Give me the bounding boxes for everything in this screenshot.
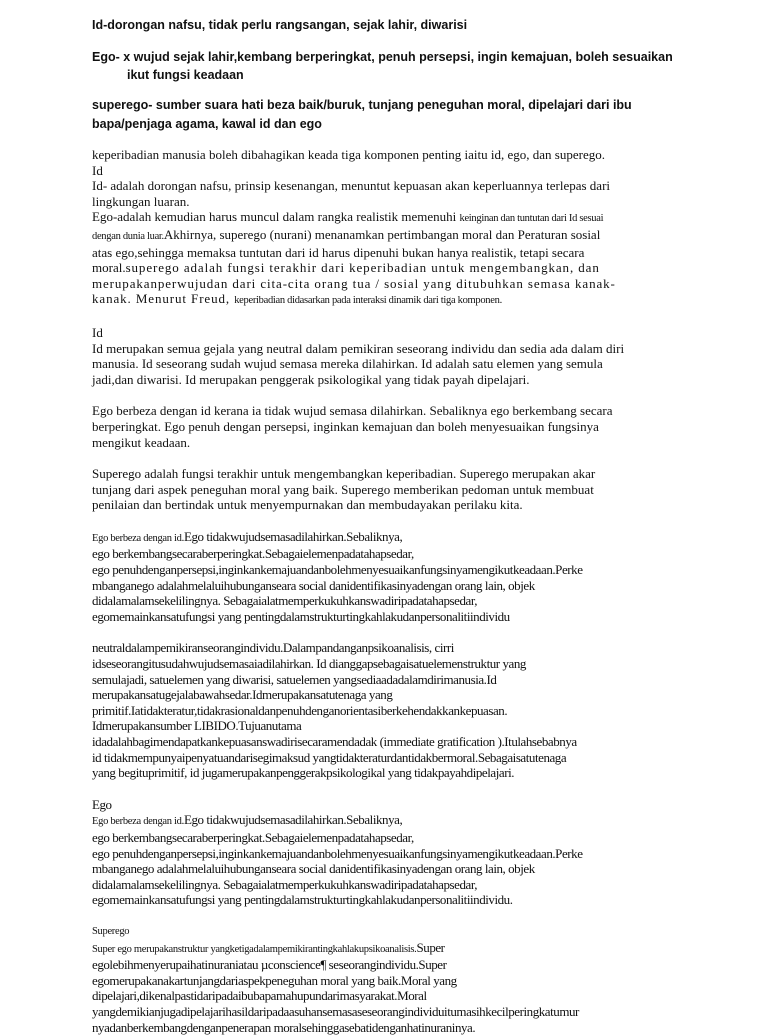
text-line: egomemainkansatufungsi yang pentingdalamstrukturtingkahlakudanpersonalitiindividu. [92,892,688,908]
text-run-small: keperibadian didasarkan pada interaksi dinamik dari tiga komponen. [234,295,502,306]
heading-ego-line-2: ikut fungsi keadaan [127,66,244,84]
text-line: ego berkembangsecaraberperingkat.Sebagaielemenpadatahapsedar, [92,546,688,562]
text-line [92,227,688,245]
text-line: didalamalamsekelilingnya. Sebagaialatmemperkukuhkanswadiripadatahapsedar, [92,877,688,893]
text-line: lingkungan luaran. [92,194,688,210]
heading-id: Id-dorongan nafsu, tidak perlu rangsangan, sejak lahir, diwarisi [92,16,467,34]
text-line: ego penuhdenganpersepsi,inginkankemajuandanbolehmenyesuaikanfungsinyamengikutkeadaan.Perke [92,562,688,578]
text-line: merupakanperwujudan dari cita-cita orang tua / sosial yang ditubuhkan semasa kanak- [92,276,688,292]
text-line: keperibadian manusia boleh dibahagikan keada tiga komponen penting iaitu id, ego, dan superego. [92,147,688,163]
text-run-small: Ego berbeza dengan id. [92,816,184,827]
text-line: Id [92,163,688,179]
text-line: berperingkat. Ego penuh dengan persepsi, inginkan kemajuan dan boleh menyesuaikan fungsinya [92,419,688,435]
block-ego-condensed [92,529,688,625]
section-ego [92,403,688,450]
text-line: Ego berbeza dengan id kerana ia tidak wujud semasa dilahirkan. Sebaliknya ego berkembang secara [92,403,688,419]
text-line: egomemainkansatufungsi yang pentingdalamstrukturtingkahlakudanpersonalitiindividu [92,609,688,625]
text-line [92,291,688,309]
text-line: Superego adalah fungsi terakhir untuk mengembangkan keperibadian. Superego merupakan akar [92,466,688,482]
text-line: penilaian dan bertindak untuk menyempurnakan dan membudayakan perilaku kita. [92,497,688,513]
block-ego-condensed-2 [92,797,688,908]
text-line: dipelajari,dikenalpastidaripadaibubapamahupundarimasyarakat.Moral [92,988,688,1004]
text-line: manusia. Id seseorang sudah wujud semasa mereka dilahirkan. Id adalah satu elemen yang semula [92,356,688,372]
section-title: Ego [92,797,688,813]
block-superego-condensed [92,924,688,1035]
text-line: yangdemikianjugadipelajarihasildaripadaasuhansemasaseseorangindividuitumasihkecilperingkatumur [92,1004,688,1020]
text-line: ego berkembangsecaraberperingkat.Sebagaielemenpadatahapsedar, [92,830,688,846]
block-id-condensed [92,640,688,780]
text-line: mbanganego adalahmelaluihubunganseara social danidentifikasinyadengan orang lain, objek [92,578,688,594]
text-line: ego penuhdenganpersepsi,inginkankemajuandanbolehmenyesuaikanfungsinyamengikutkeadaan.Perke [92,846,688,862]
text-run-spaced: kanak. Menurut Freud, [92,291,234,306]
text-line: jadi,dan diwarisi. Id merupakan penggerak psikologikal yang tidak payah dipelajari. [92,372,688,388]
text-line: nyadanberkembangdenganpenerapan moralsehinggasebatidenganhatinuraninya. [92,1020,688,1035]
text-line: primitif.Iatidakteratur,tidakrasionaldanpenuhdenganorientasiberkehendakkankepuasan. [92,703,688,719]
text-line: mbanganego adalahmelaluihubunganseara social danidentifikasinyadengan orang lain, objek [92,861,688,877]
heading-superego-line-1: superego- sumber suara hati beza baik/buruk, tunjang peneguhan moral, dipelajari dari ibu [92,96,632,114]
text-run-small: Super ego merupakanstruktur yangketigadalampemikirantingkahlakupsikoanalisis. [92,944,416,955]
text-line [92,529,688,547]
text-run-small: dengan dunia luar. [92,231,164,242]
text-line: idadalahbagimendapatkankepuasanswadirisecaramendadak (immediate gratification ).Itulahsebabnya [92,734,688,750]
text-line: Idmerupakansumber LIBIDO.Tujuanutama [92,718,688,734]
section-title: Superego [92,924,688,940]
intro-paragraph [92,147,688,309]
text-run: Ego tidakwujudsemasadilahirkan.Sebaliknya, [184,529,402,544]
text-line: id tidakmempunyaipenyatuandarisegimaksud yangtidakteraturdantidakbermoral.Sebagaisatutenaga [92,750,688,766]
text-line [92,940,688,958]
body-text [92,147,688,1035]
text-run: moral. [92,260,126,275]
section-superego [92,466,688,513]
text-line: neutraldalampemikiranseorangindividu.Dalampandanganpsikoanalisis, cirri [92,640,688,656]
text-line [92,812,688,830]
heading-ego-line-1: Ego- x wujud sejak lahir,kembang berperingkat, penuh persepsi, ingin kemajuan, boleh sesuaikan [92,48,673,66]
text-run-small: keinginan dan tuntutan dari Id sesuai [460,213,604,224]
text-line: egomerupakanakartunjangdariaspekpeneguhan moral yang baik.Moral yang [92,973,688,989]
text-run-small: Ego berbeza dengan id. [92,533,184,544]
text-line: tunjang dari aspek peneguhan moral yang baik. Superego memberikan pedoman untuk membuat [92,482,688,498]
text-line: Id merupakan semua gejala yang neutral dalam pemikiran seseorang individu dan sedia ada dalam diri [92,341,688,357]
text-run-spaced: superego adalah fungsi terakhir dari keperibadian untuk mengembangkan, dan [126,260,600,275]
text-line: atas ego,sehingga memaksa tuntutan dari id harus dipenuhi bukan hanya realistik, tetapi secara [92,245,688,261]
text-run: Ego tidakwujudsemasadilahirkan.Sebaliknya, [184,812,402,827]
text-line: yang begituprimitif, id jugamerupakanpenggerakpsikologikal yang tidakpayahdipelajari. [92,765,688,781]
text-line: mengikut keadaan. [92,435,688,451]
text-line [92,260,688,276]
text-line: egolebihmenyerupaihatinuraniatau µconscience¶ seseorangindividu.Super [92,957,688,973]
text-line: semulajadi, satuelemen yang diwarisi, satuelemen yangsediaadadalamdirimanusia.Id [92,672,688,688]
text-run: Akhirnya, superego (nurani) menanamkan pertimbangan moral dan Peraturan sosial [164,227,600,242]
text-line: merupakansatugejalabawahsedar.Idmerupakansatutenaga yang [92,687,688,703]
text-line [92,209,688,227]
heading-superego-line-2: bapa/penjaga agama, kawal id dan ego [92,115,322,133]
section-id [92,325,688,387]
text-run: Super [416,940,444,955]
text-line: idseseorangitusudahwujudsemasaiadilahirkan. Id dianggapsebagaisatuelemenstruktur yang [92,656,688,672]
text-run: Ego-adalah kemudian harus muncul dalam rangka realistik memenuhi [92,209,460,224]
section-title: Id [92,325,688,341]
text-line: didalamalamsekelilingnya. Sebagaialatmemperkukuhkanswadiripadatahapsedar, [92,593,688,609]
text-line: Id- adalah dorongan nafsu, prinsip kesenangan, menuntut kepuasan akan keperluannya terlepas dari [92,178,688,194]
